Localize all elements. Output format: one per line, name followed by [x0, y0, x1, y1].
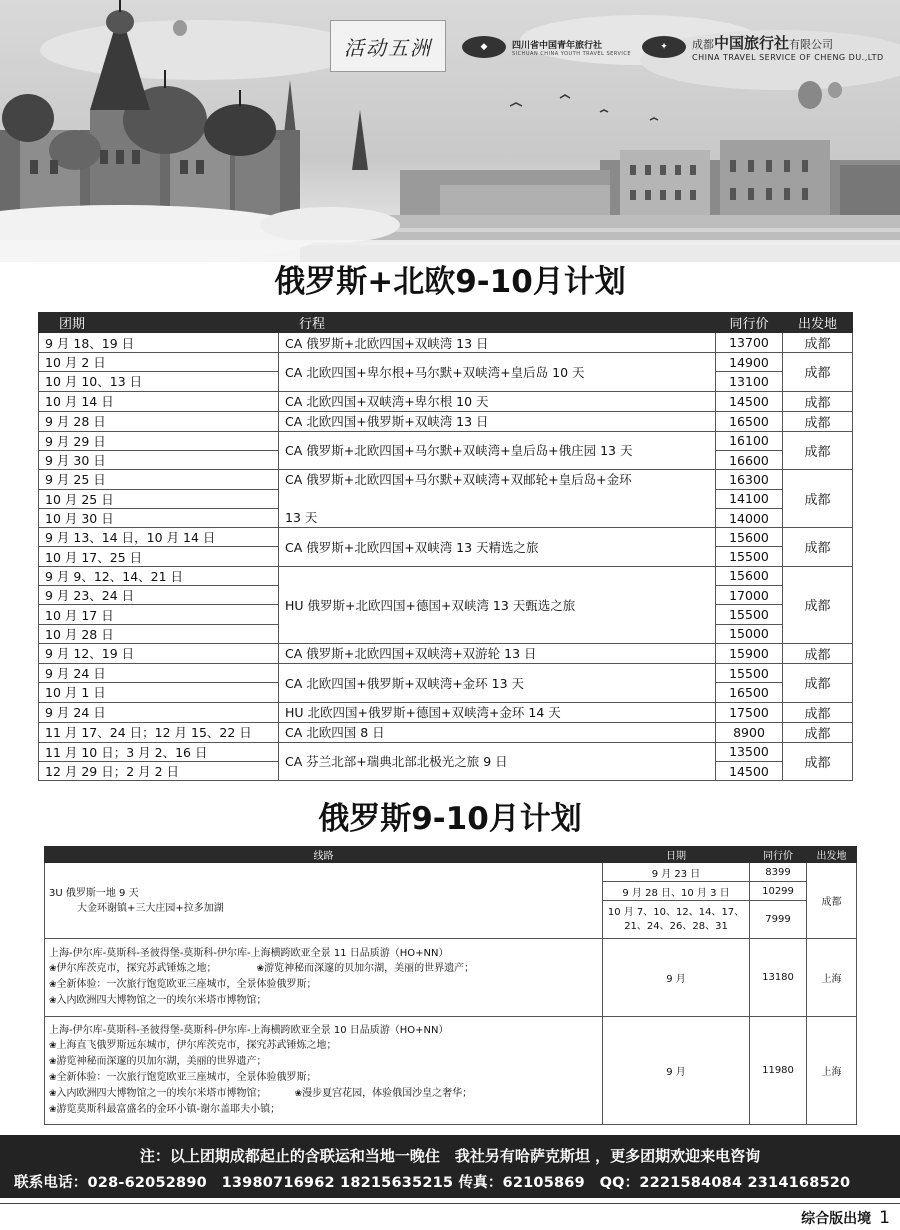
- price-cell: 17000: [716, 586, 783, 605]
- route-cell: CA 俄罗斯+北欧四国+双峡湾 13 日: [279, 333, 716, 353]
- departure-cell: 成都: [783, 663, 853, 702]
- price-cell: 16500: [716, 411, 783, 431]
- col-header-price: 同行价: [716, 313, 783, 333]
- table-row: [39, 391, 853, 411]
- route-cell: CA 俄罗斯+北欧四国+马尔默+双峡湾+皇后岛+俄庄园 13 天: [279, 431, 716, 470]
- route-cell: CA 俄罗斯+北欧四国+双峡湾 13 天精选之旅: [279, 528, 716, 567]
- date-cell: 10 月 30 日: [39, 508, 279, 527]
- price-cell: 13700: [716, 333, 783, 353]
- price-cell: 15600: [716, 566, 783, 585]
- date-cell: 10 月 7、10、12、14、17、 21、24、26、28、31: [603, 901, 750, 939]
- route-line: 13 天: [285, 510, 318, 526]
- price-cell: 14900: [716, 353, 783, 372]
- date-cell: 12 月 29 日；2 月 2 日: [39, 761, 279, 780]
- departure-cell: 成都: [783, 353, 853, 392]
- footer-note: 注：以上团期成都起止的含联运和当地一晚住 我社另有哈萨克斯坦 ，更多团期欢迎来电咨询: [139, 1147, 761, 1165]
- table-row: [39, 702, 853, 722]
- price-cell: 14100: [716, 489, 783, 508]
- price-cell: 8399: [750, 863, 807, 882]
- highlight: ❀入内欧洲四大博物馆之一的埃尔米塔市博物馆；: [49, 995, 267, 1006]
- flower-icon: ❀: [49, 1105, 57, 1115]
- departure-cell: 成都: [783, 722, 853, 742]
- flower-icon: ❀: [49, 1073, 57, 1083]
- price-cell: 8900: [716, 722, 783, 742]
- price-cell: 16500: [716, 683, 783, 702]
- col-header-price: 同行价: [750, 847, 807, 863]
- price-cell: 14500: [716, 761, 783, 780]
- departure-cell: 成都: [783, 333, 853, 353]
- route-line: 大金环谢镇+三大庄园+拉多加湖: [77, 902, 224, 914]
- departure-cell: 成都: [807, 863, 857, 939]
- route-cell: CA 北欧四国+俄罗斯+双峡湾+金环 13 天: [279, 663, 716, 702]
- departure-cell: 成都: [783, 470, 853, 528]
- col-header-date: 团期: [39, 313, 279, 333]
- table-row: [45, 863, 857, 882]
- flower-icon: ❀: [49, 996, 57, 1006]
- price-cell: 15500: [716, 663, 783, 682]
- flower-icon: ❀: [294, 1089, 303, 1099]
- price-cell: 14000: [716, 508, 783, 527]
- highlight: ❀伊尔库茨克市，探究苏武锤炼之地； ❀游览神秘而深邃的贝加尔湖，美丽的世界遗产；: [49, 963, 475, 974]
- flower-icon: ❀: [49, 964, 57, 974]
- date-cell: 9 月 12、19 日: [39, 643, 279, 663]
- date-cell: 9 月 30 日: [39, 450, 279, 469]
- date-cell: 9 月 9、12、14、21 日: [39, 566, 279, 585]
- col-header-date: 日期: [603, 847, 750, 863]
- price-cell: 15500: [716, 605, 783, 624]
- route-cell: HU 俄罗斯+北欧四国+德国+双峡湾 13 天甄选之旅: [279, 566, 716, 643]
- agency1-sub: SICHUAN CHINA YOUTH TRAVEL SERVICE: [512, 50, 632, 57]
- route-cell: HU 北欧四国+俄罗斯+德国+双峡湾+金环 14 天: [279, 702, 716, 722]
- date-cell: 9 月 28 日、10 月 3 日: [603, 882, 750, 901]
- date-cell: 10 月 25 日: [39, 489, 279, 508]
- route-title: 上海-伊尔库-莫斯科-圣彼得堡-莫斯科-伊尔库-上海横跨欧亚全景 10 日品质游（HO+NN）: [49, 1025, 449, 1036]
- table-header-row: [45, 847, 857, 863]
- date-cell: 9 月 23 日: [603, 863, 750, 882]
- price-cell: 15600: [716, 528, 783, 547]
- date-cell: 10 月 1 日: [39, 683, 279, 702]
- date-cell: 9 月: [603, 939, 750, 1017]
- table-row: [39, 722, 853, 742]
- section-label: 综合版出境: [801, 1211, 872, 1227]
- agency-cts-chengdu: [642, 32, 884, 62]
- page-footer: [801, 1208, 890, 1228]
- agency1-name: 四川省中国青年旅行社: [512, 40, 603, 51]
- route-cell: CA 北欧四国+俄罗斯+双峡湾 13 日: [279, 411, 716, 431]
- route-cell: [45, 1017, 603, 1125]
- price-cell: 15500: [716, 547, 783, 566]
- date-cell: 9 月: [603, 1017, 750, 1125]
- departure-cell: 成都: [783, 431, 853, 470]
- price-cell: 13180: [750, 939, 807, 1017]
- departure-cell: 成都: [783, 643, 853, 663]
- col-header-route: 线路: [45, 847, 603, 863]
- price-cell: 16100: [716, 431, 783, 450]
- table-header-row: [39, 313, 853, 333]
- date-cell: 10 月 14 日: [39, 391, 279, 411]
- highlight: ❀上海直飞俄罗斯远东城市，伊尔库茨克市，探究苏武锤炼之地；: [49, 1040, 337, 1051]
- flower-icon: ❀: [256, 964, 265, 974]
- table-row: [39, 528, 853, 547]
- date-cell: 11 月 10 日；3 月 2、16 日: [39, 742, 279, 761]
- departure-cell: 成都: [783, 391, 853, 411]
- table-row: [39, 411, 853, 431]
- route-cell: [279, 470, 716, 528]
- departure-cell: 上海: [807, 939, 857, 1017]
- price-cell: 10299: [750, 882, 807, 901]
- price-cell: 15900: [716, 643, 783, 663]
- date-cell: 9 月 25 日: [39, 470, 279, 489]
- flower-icon: ❀: [49, 1089, 57, 1099]
- date-cell: 10 月 10、13 日: [39, 372, 279, 391]
- contact-info: 联系电话：028-62052890 13980716962 18215635215 传真：62105869 QQ：2221584084 2314168520: [14, 1175, 851, 1191]
- departure-cell: 上海: [807, 1017, 857, 1125]
- cyts-emblem-icon: ◆: [462, 36, 506, 58]
- date-cell: 9 月 18、19 日: [39, 333, 279, 353]
- highlight: ❀游览莫斯科最富盛名的金环小镇-谢尔盖耶夫小镇；: [49, 1104, 281, 1115]
- flower-icon: ❀: [49, 980, 57, 990]
- table-row: [45, 1017, 857, 1125]
- price-cell: 14500: [716, 391, 783, 411]
- departure-cell: 成都: [783, 742, 853, 781]
- route-line: 3U 俄罗斯一地 9 天: [49, 887, 139, 899]
- event-logo: 活动五洲: [330, 20, 446, 72]
- price-cell: 7999: [750, 901, 807, 939]
- table-row: [45, 939, 857, 1017]
- route-line: CA 俄罗斯+北欧四国+马尔默+双峡湾+双邮轮+皇后岛+金环: [285, 472, 632, 488]
- section1-title: 俄罗斯+北欧9-10月计划: [274, 264, 626, 300]
- route-cell: [45, 863, 603, 939]
- header-banner: [0, 0, 900, 262]
- price-cell: 15000: [716, 624, 783, 643]
- date-cell: 10 月 17、25 日: [39, 547, 279, 566]
- date-cell: 10 月 17 日: [39, 605, 279, 624]
- highlight: ❀全新体验：一次旅行饱览欧亚三座城市，全景体验俄罗斯；: [49, 1072, 317, 1083]
- price-cell: 16600: [716, 450, 783, 469]
- agency2-sub: CHINA TRAVEL SERVICE OF CHENG DU.,LTD: [692, 53, 884, 62]
- date-cell: 9 月 24 日: [39, 702, 279, 722]
- section2-title: 俄罗斯9-10月计划: [318, 801, 582, 837]
- departure-cell: 成都: [783, 411, 853, 431]
- col-header-departure: 出发地: [783, 313, 853, 333]
- route-cell: CA 芬兰北部+瑞典北部北极光之旅 9 日: [279, 742, 716, 781]
- route-cell: CA 北欧四国+卑尔根+马尔默+双峡湾+皇后岛 10 天: [279, 353, 716, 392]
- table-row: [39, 643, 853, 663]
- highlight: ❀入内欧洲四大博物馆之一的埃尔米塔市博物馆； ❀漫步夏宫花园，体验俄国沙皇之奢华；: [49, 1088, 473, 1099]
- table-row: [39, 333, 853, 353]
- departure-cell: 成都: [783, 566, 853, 643]
- route-cell: CA 北欧四国 8 日: [279, 722, 716, 742]
- table-row: [39, 742, 853, 761]
- table-row: [39, 663, 853, 682]
- flower-icon: ❀: [49, 1057, 57, 1067]
- page-number: 1: [879, 1208, 890, 1228]
- agency2-name: 成都中国旅行社有限公司: [692, 34, 834, 52]
- table-row: [39, 470, 853, 489]
- departure-cell: 成都: [783, 528, 853, 567]
- agency-sichuan-cyts: [462, 36, 631, 58]
- russia-nordic-schedule-table: [38, 312, 853, 781]
- price-cell: 16300: [716, 470, 783, 489]
- date-cell: 9 月 23、24 日: [39, 586, 279, 605]
- price-cell: 13100: [716, 372, 783, 391]
- date-cell: 9 月 13、14 日，10 月 14 日: [39, 528, 279, 547]
- route-cell: CA 北欧四国+双峡湾+卑尔根 10 天: [279, 391, 716, 411]
- col-header-route: 行程: [279, 313, 716, 333]
- price-cell: 13500: [716, 742, 783, 761]
- contact-footer: [0, 1135, 900, 1198]
- route-title: 上海-伊尔库-莫斯科-圣彼得堡-莫斯科-伊尔库-上海横跨欧亚全景 11 日品质游（HO+NN）: [49, 948, 449, 959]
- flower-icon: ❀: [49, 1041, 57, 1051]
- route-cell: CA 俄罗斯+北欧四国+双峡湾+双游轮 13 日: [279, 643, 716, 663]
- date-cell: 10 月 28 日: [39, 624, 279, 643]
- divider: [0, 1203, 900, 1204]
- col-header-departure: 出发地: [807, 847, 857, 863]
- route-cell: [45, 939, 603, 1017]
- date-cell: 9 月 24 日: [39, 663, 279, 682]
- highlight: ❀游览神秘而深邃的贝加尔湖，美丽的世界遗产；: [49, 1056, 267, 1067]
- date-cell: 9 月 28 日: [39, 411, 279, 431]
- price-cell: 17500: [716, 702, 783, 722]
- table-row: [39, 566, 853, 585]
- table-row: [39, 353, 853, 372]
- departure-cell: 成都: [783, 702, 853, 722]
- price-cell: 11980: [750, 1017, 807, 1125]
- date-cell: 9 月 29 日: [39, 431, 279, 450]
- date-cell: 11 月 17、24 日；12 月 15、22 日: [39, 722, 279, 742]
- date-cell: 10 月 2 日: [39, 353, 279, 372]
- highlight: ❀全新体验：一次旅行饱览欧亚三座城市，全景体验俄罗斯；: [49, 979, 317, 990]
- table-row: [39, 431, 853, 450]
- russia-schedule-table: [44, 846, 857, 1125]
- cts-emblem-icon: ✦: [642, 36, 686, 58]
